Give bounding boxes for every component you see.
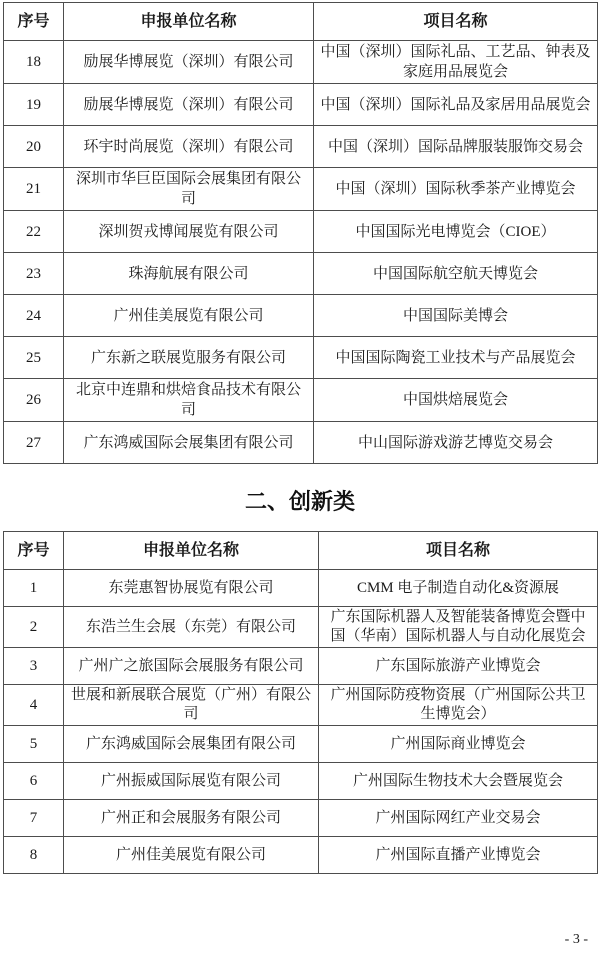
serial-cell: 26 [4,379,64,422]
serial-cell: 25 [4,337,64,379]
project-cell: 中国国际航空航天博览会 [314,253,598,295]
project-cell: 广州国际防疫物资展（广州国际公共卫生博览会） [319,685,598,726]
serial-cell: 5 [4,726,64,763]
org-cell: 广州佳美展览有限公司 [64,295,314,337]
table-header-row [4,3,598,41]
table-row [4,295,598,337]
table-row [4,726,598,763]
serial-cell: 8 [4,837,64,874]
serial-cell: 1 [4,570,64,607]
column-header-org: 申报单位名称 [64,3,314,41]
serial-cell: 2 [4,607,64,648]
table-row [4,837,598,874]
org-cell: 深圳贺戎博闻展览有限公司 [64,211,314,253]
project-cell: 中国（深圳）国际礼品、工艺品、钟表及家庭用品展览会 [314,41,598,84]
table-row [4,211,598,253]
org-cell: 环宇时尚展览（深圳）有限公司 [64,126,314,168]
project-cell: 广州国际商业博览会 [319,726,598,763]
org-cell: 北京中连鼎和烘焙食品技术有限公司 [64,379,314,422]
project-cell: 广东国际机器人及智能装备博览会暨中国（华南）国际机器人与自动化展览会 [319,607,598,648]
table-row [4,570,598,607]
serial-cell: 7 [4,800,64,837]
serial-cell: 6 [4,763,64,800]
org-cell: 励展华博展览（深圳）有限公司 [64,84,314,126]
serial-cell: 23 [4,253,64,295]
project-cell: 中国烘焙展览会 [314,379,598,422]
table-header-row [4,532,598,570]
category1-approval-table [3,2,598,464]
org-cell: 广州广之旅国际会展服务有限公司 [64,648,319,685]
page-number: - 3 - [564,932,588,947]
serial-cell: 24 [4,295,64,337]
serial-cell: 4 [4,685,64,726]
table-row [4,41,598,84]
table-row [4,337,598,379]
table-row [4,84,598,126]
table-row [4,168,598,211]
table-row [4,800,598,837]
org-cell: 广东鸿威国际会展集团有限公司 [64,726,319,763]
table-row [4,379,598,422]
project-cell: 中国国际美博会 [314,295,598,337]
org-cell: 东莞惠智协展览有限公司 [64,570,319,607]
project-cell: 中国（深圳）国际秋季茶产业博览会 [314,168,598,211]
column-header-org: 申报单位名称 [64,532,319,570]
project-cell: CMM 电子制造自动化&资源展 [319,570,598,607]
serial-cell: 18 [4,41,64,84]
org-cell: 珠海航展有限公司 [64,253,314,295]
project-cell: 中国（深圳）国际品牌服装服饰交易会 [314,126,598,168]
column-header-serial: 序号 [4,532,64,570]
org-cell: 深圳市华巨臣国际会展集团有限公司 [64,168,314,211]
org-cell: 广州正和会展服务有限公司 [64,800,319,837]
serial-cell: 27 [4,422,64,464]
org-cell: 世展和新展联合展览（广州）有限公司 [64,685,319,726]
org-cell: 广东鸿威国际会展集团有限公司 [64,422,314,464]
project-cell: 广州国际直播产业博览会 [319,837,598,874]
table-row [4,422,598,464]
org-cell: 广州佳美展览有限公司 [64,837,319,874]
table-row [4,685,598,726]
org-cell: 励展华博展览（深圳）有限公司 [64,41,314,84]
table-row [4,607,598,648]
table-row [4,126,598,168]
project-cell: 广东国际旅游产业博览会 [319,648,598,685]
serial-cell: 20 [4,126,64,168]
serial-cell: 22 [4,211,64,253]
table-row [4,648,598,685]
org-cell: 东浩兰生会展（东莞）有限公司 [64,607,319,648]
org-cell: 广州振威国际展览有限公司 [64,763,319,800]
project-cell: 广州国际网红产业交易会 [319,800,598,837]
column-header-project: 项目名称 [314,3,598,41]
table-row [4,253,598,295]
category2-innovation-table [3,531,598,874]
project-cell: 中山国际游戏游艺博览交易会 [314,422,598,464]
serial-cell: 21 [4,168,64,211]
section-heading-innovation-category: 二、创新类 [244,489,355,514]
table-row [4,763,598,800]
project-cell: 广州国际生物技术大会暨展览会 [319,763,598,800]
project-cell: 中国国际陶瓷工业技术与产品展览会 [314,337,598,379]
serial-cell: 19 [4,84,64,126]
column-header-project: 项目名称 [319,532,598,570]
column-header-serial: 序号 [4,3,64,41]
org-cell: 广东新之联展览服务有限公司 [64,337,314,379]
project-cell: 中国国际光电博览会（CIOE） [314,211,598,253]
serial-cell: 3 [4,648,64,685]
project-cell: 中国（深圳）国际礼品及家居用品展览会 [314,84,598,126]
